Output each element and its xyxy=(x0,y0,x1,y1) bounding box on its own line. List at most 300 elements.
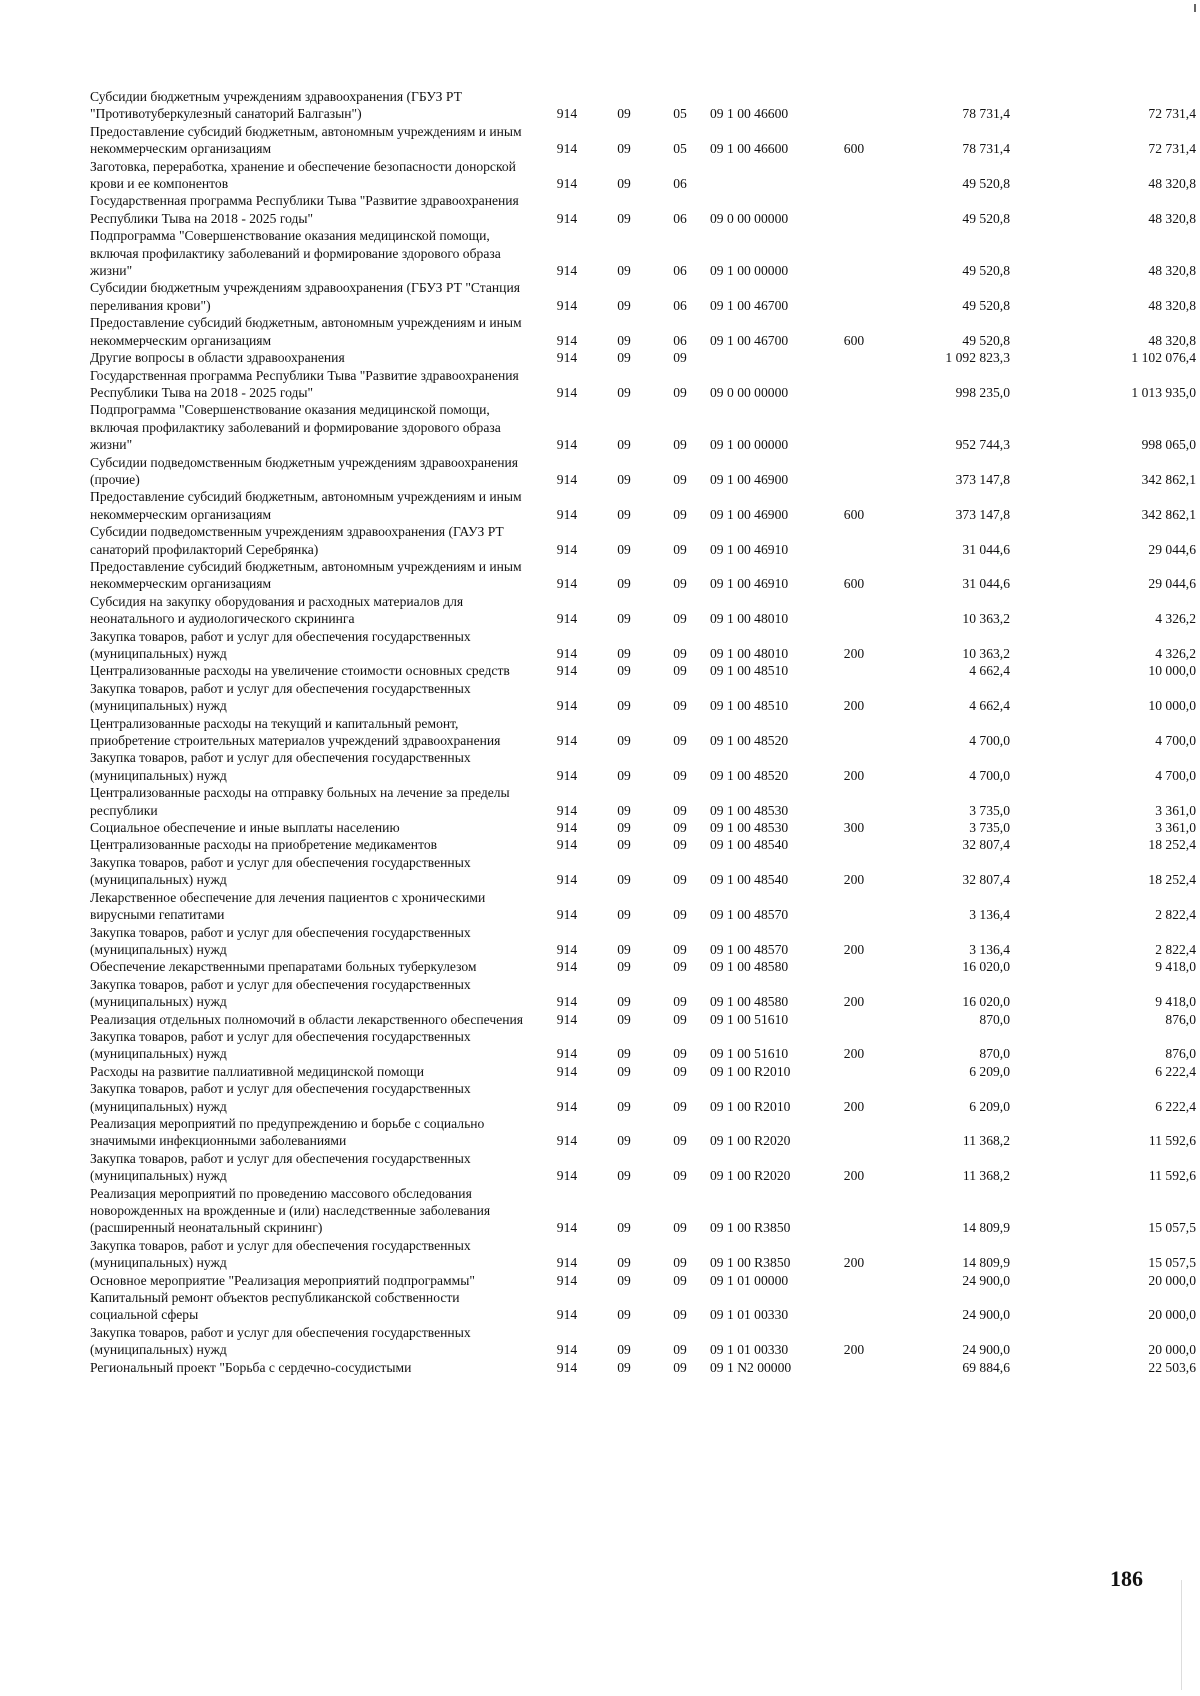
row-sum-year-1: 24 900,0 xyxy=(962,1272,1010,1288)
row-sum-year-2: 11 592,6 xyxy=(1148,1133,1196,1149)
table-row xyxy=(90,1150,1200,1185)
row-sum-year-2: 6 222,4 xyxy=(1155,1063,1196,1079)
row-grbs-code: 914 xyxy=(556,471,578,487)
table-row xyxy=(90,123,1200,158)
row-section-code: 09 xyxy=(617,820,631,836)
row-target-article: 09 1 00 R2010 xyxy=(710,1063,791,1079)
row-target-article: 09 1 00 48530 xyxy=(710,802,789,818)
row-expense-type xyxy=(828,1011,880,1028)
row-sum-year-2: 1 013 935,0 xyxy=(1131,384,1196,400)
row-grbs-code: 914 xyxy=(556,1011,578,1027)
row-grbs-code: 914 xyxy=(556,506,578,522)
row-name: Лекарственное обеспечение для лечения пациентов с хроническими вирусными гепатитами xyxy=(90,889,486,923)
row-section-code: 09 xyxy=(617,611,631,627)
row-sum-year-1: 10 363,2 xyxy=(962,611,1010,627)
row-subsection-code: 09 xyxy=(673,820,687,836)
row-sum-year-1: 373 147,8 xyxy=(955,471,1010,487)
table-row xyxy=(90,836,1200,853)
row-subsection-code: 09 xyxy=(673,611,687,627)
row-sum-year-1: 952 744,3 xyxy=(955,437,1010,453)
row-grbs-code: 914 xyxy=(556,1063,578,1079)
row-grbs-code: 914 xyxy=(556,1046,578,1062)
row-subsection-code: 06 xyxy=(673,297,687,313)
row-sum-year-1: 32 807,4 xyxy=(962,872,1010,888)
row-grbs-code: 914 xyxy=(556,1272,578,1288)
table-row xyxy=(90,227,1200,279)
row-sum-year-1: 31 044,6 xyxy=(962,541,1010,557)
row-grbs-code: 914 xyxy=(556,1342,578,1358)
row-name: Централизованные расходы на увеличение стоимости основных средств xyxy=(90,663,510,679)
row-section-code: 09 xyxy=(617,1046,631,1062)
row-expense-type xyxy=(828,662,880,679)
row-section-code: 09 xyxy=(617,1168,631,1184)
row-grbs-code: 914 xyxy=(556,1359,578,1375)
row-name: Предоставление субсидий бюджетным, автономным учреждениям и иным некоммерческим организациям xyxy=(90,558,522,592)
row-section-code: 09 xyxy=(617,663,631,679)
row-section-code: 09 xyxy=(617,1011,631,1027)
row-sum-year-2: 9 418,0 xyxy=(1155,994,1196,1010)
row-expense-type xyxy=(828,1359,880,1376)
row-sum-year-2: 20 000,0 xyxy=(1148,1272,1196,1288)
row-sum-year-2: 4 700,0 xyxy=(1155,733,1196,749)
row-expense-type xyxy=(828,1272,880,1289)
row-subsection-code: 09 xyxy=(673,1272,687,1288)
row-section-code: 09 xyxy=(617,994,631,1010)
row-target-article: 09 1 00 48530 xyxy=(710,820,789,836)
table-row xyxy=(90,401,1200,453)
row-sum-year-1: 49 520,8 xyxy=(962,297,1010,313)
row-grbs-code: 914 xyxy=(556,663,578,679)
row-subsection-code: 09 xyxy=(673,1011,687,1027)
row-name: Закупка товаров, работ и услуг для обеспечения государственных (муниципальных) нужд xyxy=(90,1028,471,1062)
row-section-code: 09 xyxy=(617,176,631,192)
row-sum-year-1: 870,0 xyxy=(979,1011,1010,1027)
row-name: Реализация мероприятий по предупреждению и борьбе с социально значимыми инфекционными заболеваниями xyxy=(90,1115,485,1149)
row-name: Закупка товаров, работ и услуг для обеспечения государственных (муниципальных) нужд xyxy=(90,976,471,1010)
row-expense-type xyxy=(828,1063,880,1080)
row-expense-type xyxy=(828,401,880,453)
row-sum-year-2: 20 000,0 xyxy=(1148,1342,1196,1358)
row-sum-year-1: 4 700,0 xyxy=(969,767,1010,783)
table-row xyxy=(90,1080,1200,1115)
table-row xyxy=(90,454,1200,489)
row-name: Централизованные расходы на текущий и капитальный ремонт, приобретение строительных материалов учреждений здравоохранения xyxy=(90,715,501,749)
row-target-article: 09 1 00 48540 xyxy=(710,837,789,853)
row-sum-year-1: 1 092 823,3 xyxy=(945,350,1010,366)
row-subsection-code: 09 xyxy=(673,541,687,557)
row-grbs-code: 914 xyxy=(556,1168,578,1184)
row-expense-type xyxy=(828,958,880,975)
row-grbs-code: 914 xyxy=(556,106,578,122)
row-grbs-code: 914 xyxy=(556,1133,578,1149)
row-sum-year-2: 48 320,8 xyxy=(1148,263,1196,279)
row-section-code: 09 xyxy=(617,802,631,818)
row-name: Закупка товаров, работ и услуг для обеспечения государственных (муниципальных) нужд xyxy=(90,1081,471,1114)
row-target-article: 09 1 00 46700 xyxy=(710,297,789,313)
row-section-code: 09 xyxy=(617,907,631,923)
row-sum-year-2: 18 252,4 xyxy=(1148,837,1196,853)
row-section-code: 09 xyxy=(617,141,631,157)
row-sum-year-2: 72 731,4 xyxy=(1148,106,1196,122)
row-sum-year-2: 342 862,1 xyxy=(1141,506,1196,522)
row-expense-type xyxy=(828,715,880,750)
row-sum-year-2: 4 700,0 xyxy=(1155,767,1196,783)
row-grbs-code: 914 xyxy=(556,959,578,975)
row-sum-year-2: 29 044,6 xyxy=(1148,576,1196,592)
row-subsection-code: 06 xyxy=(673,263,687,279)
table-row xyxy=(90,488,1200,523)
row-sum-year-2: 9 418,0 xyxy=(1155,959,1196,975)
row-expense-type xyxy=(828,454,880,489)
row-sum-year-1: 14 809,9 xyxy=(962,1220,1010,1236)
row-target-article: 09 1 00 51610 xyxy=(710,1011,789,1027)
row-grbs-code: 914 xyxy=(556,263,578,279)
row-grbs-code: 914 xyxy=(556,646,578,661)
row-name: Региональный проект "Борьба с сердечно-сосудистыми xyxy=(90,1359,412,1375)
row-subsection-code: 09 xyxy=(673,767,687,783)
row-subsection-code: 09 xyxy=(673,872,687,888)
row-grbs-code: 914 xyxy=(556,437,578,453)
row-sum-year-2: 72 731,4 xyxy=(1148,141,1196,157)
row-section-code: 09 xyxy=(617,263,631,279)
row-grbs-code: 914 xyxy=(556,941,578,957)
row-subsection-code: 09 xyxy=(673,733,687,749)
row-expense-type: 300 xyxy=(843,820,865,836)
row-subsection-code: 09 xyxy=(673,959,687,975)
row-section-code: 09 xyxy=(617,1272,631,1288)
row-grbs-code: 914 xyxy=(556,1307,578,1323)
table-row xyxy=(90,314,1200,349)
row-target-article: 09 1 00 00000 xyxy=(710,437,789,453)
row-name: Подпрограмма "Совершенствование оказания медицинской помощи, включая профилактику заболеваний и формирование здорового образа жизни" xyxy=(90,402,501,453)
row-sum-year-1: 14 809,9 xyxy=(962,1255,1010,1271)
table-row xyxy=(90,889,1200,924)
row-subsection-code: 09 xyxy=(673,350,687,366)
row-section-code: 09 xyxy=(617,698,631,714)
row-sum-year-1: 78 731,4 xyxy=(962,106,1010,122)
row-target-article: 09 1 00 R2010 xyxy=(710,1098,791,1114)
row-expense-type xyxy=(828,836,880,853)
row-sum-year-2: 48 320,8 xyxy=(1148,332,1196,348)
row-grbs-code: 914 xyxy=(556,837,578,853)
row-expense-type xyxy=(828,367,880,402)
row-expense-type xyxy=(828,889,880,924)
row-name: Предоставление субсидий бюджетным, автономным учреждениям и иным некоммерческим организациям xyxy=(90,123,522,157)
row-sum-year-1: 373 147,8 xyxy=(955,506,1010,522)
row-name: Закупка товаров, работ и услуг для обеспечения государственных (муниципальных) нужд xyxy=(90,628,471,661)
row-target-article: 09 0 00 00000 xyxy=(710,384,789,400)
row-subsection-code: 09 xyxy=(673,1359,687,1375)
row-name: Закупка товаров, работ и услуг для обеспечения государственных (муниципальных) нужд xyxy=(90,1324,471,1358)
table-row xyxy=(90,628,1200,663)
row-target-article: 09 1 00 46600 xyxy=(710,141,789,157)
row-sum-year-2: 15 057,5 xyxy=(1148,1220,1196,1236)
row-target-article: 09 1 00 R3850 xyxy=(710,1220,791,1236)
row-name: Другие вопросы в области здравоохранения xyxy=(90,350,345,366)
row-section-code: 09 xyxy=(617,576,631,592)
table-row xyxy=(90,958,1200,975)
row-expense-type: 600 xyxy=(843,332,865,348)
row-target-article: 09 1 00 48010 xyxy=(710,611,789,627)
row-target-article: 09 1 00 48510 xyxy=(710,663,789,679)
budget-table-body xyxy=(90,88,1200,1376)
row-name: Заготовка, переработка, хранение и обеспечение безопасности донорской крови и ее компонентов xyxy=(90,158,516,192)
row-sum-year-1: 16 020,0 xyxy=(962,959,1010,975)
row-name: Закупка товаров, работ и услуг для обеспечения государственных (муниципальных) нужд xyxy=(90,1237,471,1271)
table-row xyxy=(90,1272,1200,1289)
row-target-article: 09 1 00 46700 xyxy=(710,332,789,348)
row-target-article xyxy=(710,158,828,193)
row-grbs-code: 914 xyxy=(556,907,578,923)
row-expense-type: 600 xyxy=(843,506,865,522)
row-grbs-code: 914 xyxy=(556,820,578,836)
row-section-code: 09 xyxy=(617,350,631,366)
row-sum-year-2: 3 361,0 xyxy=(1155,802,1196,818)
table-row xyxy=(90,1028,1200,1063)
row-section-code: 09 xyxy=(617,1220,631,1236)
row-sum-year-2: 48 320,8 xyxy=(1148,176,1196,192)
row-target-article: 09 1 N2 00000 xyxy=(710,1359,792,1375)
row-section-code: 09 xyxy=(617,541,631,557)
row-sum-year-2: 876,0 xyxy=(1165,1011,1196,1027)
row-sum-year-1: 998 235,0 xyxy=(955,384,1010,400)
row-expense-type xyxy=(828,349,880,366)
row-name: Государственная программа Республики Тыва "Развитие здравоохранения Республики Тыва на 2018 - 2025 годы" xyxy=(90,193,519,226)
row-target-article: 09 1 00 R3850 xyxy=(710,1255,791,1271)
row-subsection-code: 06 xyxy=(673,210,687,226)
row-target-article: 09 1 00 R2020 xyxy=(710,1133,791,1149)
row-expense-type: 200 xyxy=(843,994,865,1010)
row-expense-type xyxy=(828,523,880,558)
row-sum-year-1: 24 900,0 xyxy=(962,1307,1010,1323)
row-subsection-code: 09 xyxy=(673,907,687,923)
row-name: Обеспечение лекарственными препаратами больных туберкулезом xyxy=(90,959,477,975)
row-section-code: 09 xyxy=(617,959,631,975)
row-sum-year-1: 31 044,6 xyxy=(962,576,1010,592)
row-target-article: 09 1 00 48510 xyxy=(710,698,789,714)
row-grbs-code: 914 xyxy=(556,872,578,888)
row-grbs-code: 914 xyxy=(556,1220,578,1236)
table-row xyxy=(90,523,1200,558)
table-row xyxy=(90,1011,1200,1028)
row-name: Субсидии бюджетным учреждениям здравоохранения (ГБУЗ РТ "Противотуберкулезный санаторий Балгазын") xyxy=(90,89,462,122)
row-sum-year-1: 11 368,2 xyxy=(962,1133,1010,1149)
row-subsection-code: 09 xyxy=(673,1046,687,1062)
row-name: Подпрограмма "Совершенствование оказания медицинской помощи, включая профилактику заболеваний и формирование здорового образа жизни" xyxy=(90,228,501,279)
row-target-article: 09 1 00 46900 xyxy=(710,471,789,487)
row-section-code: 09 xyxy=(617,384,631,400)
row-sum-year-1: 6 209,0 xyxy=(969,1063,1010,1079)
row-sum-year-2: 2 822,4 xyxy=(1155,907,1196,923)
row-grbs-code: 914 xyxy=(556,176,578,192)
row-sum-year-1: 24 900,0 xyxy=(962,1342,1010,1358)
row-grbs-code: 914 xyxy=(556,541,578,557)
row-section-code: 09 xyxy=(617,1255,631,1271)
table-row xyxy=(90,819,1200,836)
row-subsection-code: 09 xyxy=(673,1133,687,1149)
row-grbs-code: 914 xyxy=(556,698,578,714)
row-subsection-code: 05 xyxy=(673,141,687,157)
row-sum-year-1: 78 731,4 xyxy=(962,141,1010,157)
row-grbs-code: 914 xyxy=(556,1098,578,1114)
page-number: 186 xyxy=(1110,1566,1143,1591)
row-sum-year-1: 49 520,8 xyxy=(962,263,1010,279)
row-grbs-code: 914 xyxy=(556,384,578,400)
row-target-article: 09 1 01 00000 xyxy=(710,1272,789,1288)
row-section-code: 09 xyxy=(617,506,631,522)
row-sum-year-2: 20 000,0 xyxy=(1148,1307,1196,1323)
scan-edge-line xyxy=(1181,1580,1182,1690)
row-sum-year-1: 3 735,0 xyxy=(969,820,1010,836)
row-sum-year-1: 6 209,0 xyxy=(969,1098,1010,1114)
row-sum-year-2: 48 320,8 xyxy=(1148,297,1196,313)
row-target-article: 09 1 00 51610 xyxy=(710,1046,789,1062)
row-target-article: 09 1 00 46900 xyxy=(710,506,789,522)
row-target-article: 09 1 00 48520 xyxy=(710,733,789,749)
table-row xyxy=(90,158,1200,193)
row-section-code: 09 xyxy=(617,872,631,888)
row-subsection-code: 09 xyxy=(673,698,687,714)
row-target-article: 09 1 00 48010 xyxy=(710,646,789,661)
table-row xyxy=(90,715,1200,750)
row-subsection-code: 09 xyxy=(673,646,687,661)
row-grbs-code: 914 xyxy=(556,767,578,783)
row-target-article: 09 1 00 46910 xyxy=(710,541,789,557)
table-row xyxy=(90,1289,1200,1324)
row-section-code: 09 xyxy=(617,1098,631,1114)
row-expense-type: 200 xyxy=(843,1168,865,1184)
row-name: Субсидии подведомственным учреждениям здравоохранения (ГАУЗ РТ санаторий профилакторий Серебрянка) xyxy=(90,524,504,557)
row-sum-year-2: 876,0 xyxy=(1165,1046,1196,1062)
table-row xyxy=(90,367,1200,402)
row-target-article: 09 1 01 00330 xyxy=(710,1342,789,1358)
row-name: Основное мероприятие "Реализация мероприятий подпрограммы" xyxy=(90,1272,475,1288)
row-section-code: 09 xyxy=(617,106,631,122)
row-subsection-code: 06 xyxy=(673,332,687,348)
row-expense-type xyxy=(828,1289,880,1324)
row-subsection-code: 09 xyxy=(673,1220,687,1236)
row-section-code: 09 xyxy=(617,1063,631,1079)
row-section-code: 09 xyxy=(617,837,631,853)
row-expense-type: 600 xyxy=(843,141,865,157)
row-grbs-code: 914 xyxy=(556,1255,578,1271)
row-expense-type xyxy=(828,1185,880,1237)
row-subsection-code: 09 xyxy=(673,1255,687,1271)
row-expense-type xyxy=(828,227,880,279)
row-expense-type: 200 xyxy=(843,698,865,714)
row-sum-year-2: 11 592,6 xyxy=(1148,1168,1196,1184)
row-sum-year-2: 3 361,0 xyxy=(1155,820,1196,836)
row-subsection-code: 09 xyxy=(673,663,687,679)
row-target-article: 09 1 00 48580 xyxy=(710,994,789,1010)
row-subsection-code: 09 xyxy=(673,941,687,957)
row-subsection-code: 09 xyxy=(673,471,687,487)
row-expense-type: 200 xyxy=(843,1098,865,1114)
row-name: Капитальный ремонт объектов республиканской собственности социальной сферы xyxy=(90,1290,460,1323)
table-row xyxy=(90,88,1200,123)
row-subsection-code: 06 xyxy=(673,176,687,192)
row-name: Реализация отдельных полномочий в области лекарственного обеспечения xyxy=(90,1011,524,1027)
row-expense-type xyxy=(828,593,880,628)
row-grbs-code: 914 xyxy=(556,802,578,818)
row-grbs-code: 914 xyxy=(556,733,578,749)
row-sum-year-2: 29 044,6 xyxy=(1148,541,1196,557)
row-sum-year-2: 6 222,4 xyxy=(1155,1098,1196,1114)
row-sum-year-1: 4 700,0 xyxy=(969,733,1010,749)
row-sum-year-1: 69 884,6 xyxy=(962,1359,1010,1375)
row-section-code: 09 xyxy=(617,332,631,348)
row-name: Субсидии подведомственным бюджетным учреждениям здравоохранения (прочие) xyxy=(90,454,519,487)
row-sum-year-2: 15 057,5 xyxy=(1148,1255,1196,1271)
row-name: Расходы на развитие паллиативной медицинской помощи xyxy=(90,1063,425,1079)
table-row xyxy=(90,784,1200,819)
table-row xyxy=(90,976,1200,1011)
row-sum-year-1: 4 662,4 xyxy=(969,663,1010,679)
row-section-code: 09 xyxy=(617,1342,631,1358)
row-name: Предоставление субсидий бюджетным, автономным учреждениям и иным некоммерческим организациям xyxy=(90,489,522,522)
row-section-code: 09 xyxy=(617,1307,631,1323)
row-target-article: 09 1 00 46910 xyxy=(710,576,789,592)
row-target-article: 09 1 01 00330 xyxy=(710,1307,789,1323)
table-row xyxy=(90,662,1200,679)
row-name: Государственная программа Республики Тыва "Развитие здравоохранения Республики Тыва на 2018 - 2025 годы" xyxy=(90,367,519,400)
row-target-article: 09 0 00 00000 xyxy=(710,210,789,226)
table-row xyxy=(90,279,1200,314)
row-target-article: 09 1 00 46600 xyxy=(710,106,789,122)
row-subsection-code: 09 xyxy=(673,994,687,1010)
row-section-code: 09 xyxy=(617,471,631,487)
row-sum-year-1: 10 363,2 xyxy=(962,646,1010,661)
row-subsection-code: 09 xyxy=(673,1098,687,1114)
row-sum-year-2: 1 102 076,4 xyxy=(1131,350,1196,366)
table-row xyxy=(90,924,1200,959)
row-grbs-code: 914 xyxy=(556,332,578,348)
row-name: Предоставление субсидий бюджетным, автономным учреждениям и иным некоммерческим организациям xyxy=(90,315,522,348)
row-subsection-code: 05 xyxy=(673,106,687,122)
row-expense-type xyxy=(828,192,880,227)
row-sum-year-2: 342 862,1 xyxy=(1141,471,1196,487)
table-row xyxy=(90,593,1200,628)
row-section-code: 09 xyxy=(617,437,631,453)
row-subsection-code: 09 xyxy=(673,506,687,522)
row-name: Субсидия на закупку оборудования и расходных материалов для неонатального и аудиологического скрининга xyxy=(90,593,464,627)
row-subsection-code: 09 xyxy=(673,1063,687,1079)
row-sum-year-1: 32 807,4 xyxy=(962,837,1010,853)
row-expense-type: 200 xyxy=(843,767,865,783)
row-grbs-code: 914 xyxy=(556,611,578,627)
row-expense-type: 200 xyxy=(843,1342,865,1358)
row-target-article xyxy=(710,349,828,366)
row-grbs-code: 914 xyxy=(556,297,578,313)
row-subsection-code: 09 xyxy=(673,1342,687,1358)
row-subsection-code: 09 xyxy=(673,437,687,453)
row-subsection-code: 09 xyxy=(673,1307,687,1323)
row-sum-year-1: 3 136,4 xyxy=(969,941,1010,957)
row-subsection-code: 09 xyxy=(673,802,687,818)
row-target-article: 09 1 00 48580 xyxy=(710,959,789,975)
row-target-article: 09 1 00 R2020 xyxy=(710,1168,791,1184)
row-name: Социальное обеспечение и иные выплаты населению xyxy=(90,820,400,836)
row-expense-type: 200 xyxy=(843,872,865,888)
row-subsection-code: 09 xyxy=(673,384,687,400)
row-section-code: 09 xyxy=(617,1133,631,1149)
row-sum-year-2: 48 320,8 xyxy=(1148,210,1196,226)
row-expense-type xyxy=(828,784,880,819)
row-sum-year-2: 10 000,0 xyxy=(1148,698,1196,714)
row-sum-year-1: 49 520,8 xyxy=(962,332,1010,348)
table-row xyxy=(90,1185,1200,1237)
row-section-code: 09 xyxy=(617,297,631,313)
